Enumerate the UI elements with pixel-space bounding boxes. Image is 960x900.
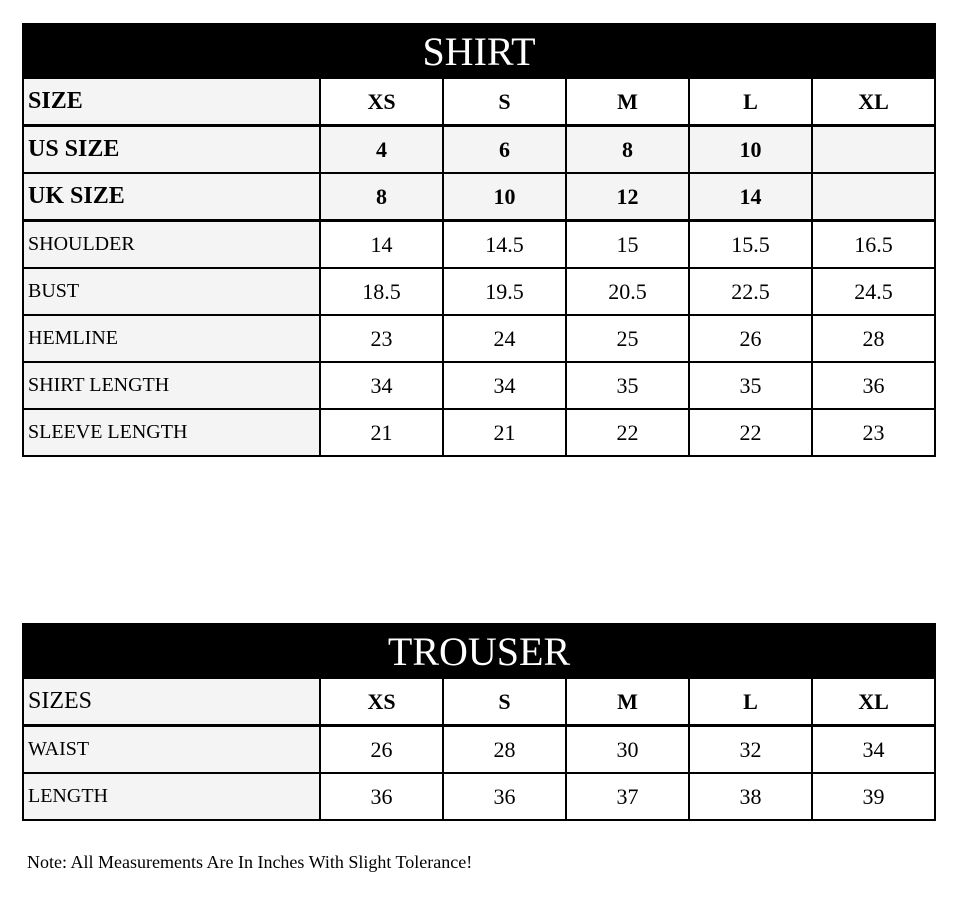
table-cell: 39 [812, 773, 935, 820]
size-s: S [443, 678, 566, 726]
table-cell: 8 [566, 126, 689, 174]
table-cell: 23 [812, 409, 935, 456]
table-row [23, 726, 935, 774]
table-row [23, 268, 935, 315]
table-cell: 12 [566, 173, 689, 221]
table-cell: 22 [689, 409, 812, 456]
row-label: US SIZE [23, 126, 320, 174]
table-cell: 36 [320, 773, 443, 820]
table-cell: 10 [689, 126, 812, 174]
row-label: BUST [23, 268, 320, 315]
table-cell: 37 [566, 773, 689, 820]
size-m: M [566, 678, 689, 726]
table-cell: 6 [443, 126, 566, 174]
table-cell: 19.5 [443, 268, 566, 315]
row-label: HEMLINE [23, 315, 320, 362]
size-m: M [566, 78, 689, 126]
table-cell: 14 [320, 221, 443, 269]
table-cell: 22.5 [689, 268, 812, 315]
table-row [23, 362, 935, 409]
size-xs: XS [320, 678, 443, 726]
table-cell: 22 [566, 409, 689, 456]
size-l: L [689, 78, 812, 126]
table-cell: 24.5 [812, 268, 935, 315]
table-cell: 24 [443, 315, 566, 362]
size-xl: XL [812, 678, 935, 726]
table-cell: 10 [443, 173, 566, 221]
table-row [23, 315, 935, 362]
table-cell: 23 [320, 315, 443, 362]
shirt-size-table [22, 23, 936, 457]
table-cell: 36 [443, 773, 566, 820]
uk-size-row [23, 173, 935, 221]
table-cell: 34 [812, 726, 935, 774]
row-label: SIZE [23, 78, 320, 126]
shirt-size-header-row [23, 78, 935, 126]
trouser-size-table [22, 623, 936, 821]
table-cell: 36 [812, 362, 935, 409]
table-cell: 4 [320, 126, 443, 174]
table-cell: 14 [689, 173, 812, 221]
row-label: SHOULDER [23, 221, 320, 269]
row-label: SLEEVE LENGTH [23, 409, 320, 456]
table-cell: 30 [566, 726, 689, 774]
table-cell: 18.5 [320, 268, 443, 315]
table-cell: 26 [320, 726, 443, 774]
table-cell: 38 [689, 773, 812, 820]
trouser-title: TROUSER [23, 624, 935, 678]
table-cell: 28 [443, 726, 566, 774]
size-xs: XS [320, 78, 443, 126]
table-cell [812, 126, 935, 174]
table-cell [812, 173, 935, 221]
size-s: S [443, 78, 566, 126]
table-cell: 26 [689, 315, 812, 362]
table-cell: 8 [320, 173, 443, 221]
table-cell: 34 [443, 362, 566, 409]
table-row [23, 409, 935, 456]
table-cell: 21 [320, 409, 443, 456]
row-label: LENGTH [23, 773, 320, 820]
table-cell: 14.5 [443, 221, 566, 269]
trouser-size-header-row [23, 678, 935, 726]
table-cell: 15 [566, 221, 689, 269]
table-row [23, 773, 935, 820]
size-xl: XL [812, 78, 935, 126]
table-cell: 20.5 [566, 268, 689, 315]
table-cell: 35 [689, 362, 812, 409]
table-cell: 21 [443, 409, 566, 456]
table-cell: 28 [812, 315, 935, 362]
row-label: SIZES [23, 678, 320, 726]
row-label: UK SIZE [23, 173, 320, 221]
row-label: SHIRT LENGTH [23, 362, 320, 409]
table-cell: 15.5 [689, 221, 812, 269]
table-cell: 34 [320, 362, 443, 409]
table-cell: 25 [566, 315, 689, 362]
shirt-title: SHIRT [23, 24, 935, 78]
measurement-note: Note: All Measurements Are In Inches With Slight Tolerance! [27, 852, 473, 872]
size-l: L [689, 678, 812, 726]
table-cell: 32 [689, 726, 812, 774]
table-cell: 16.5 [812, 221, 935, 269]
row-label: WAIST [23, 726, 320, 774]
us-size-row [23, 126, 935, 174]
table-row [23, 221, 935, 269]
table-cell: 35 [566, 362, 689, 409]
